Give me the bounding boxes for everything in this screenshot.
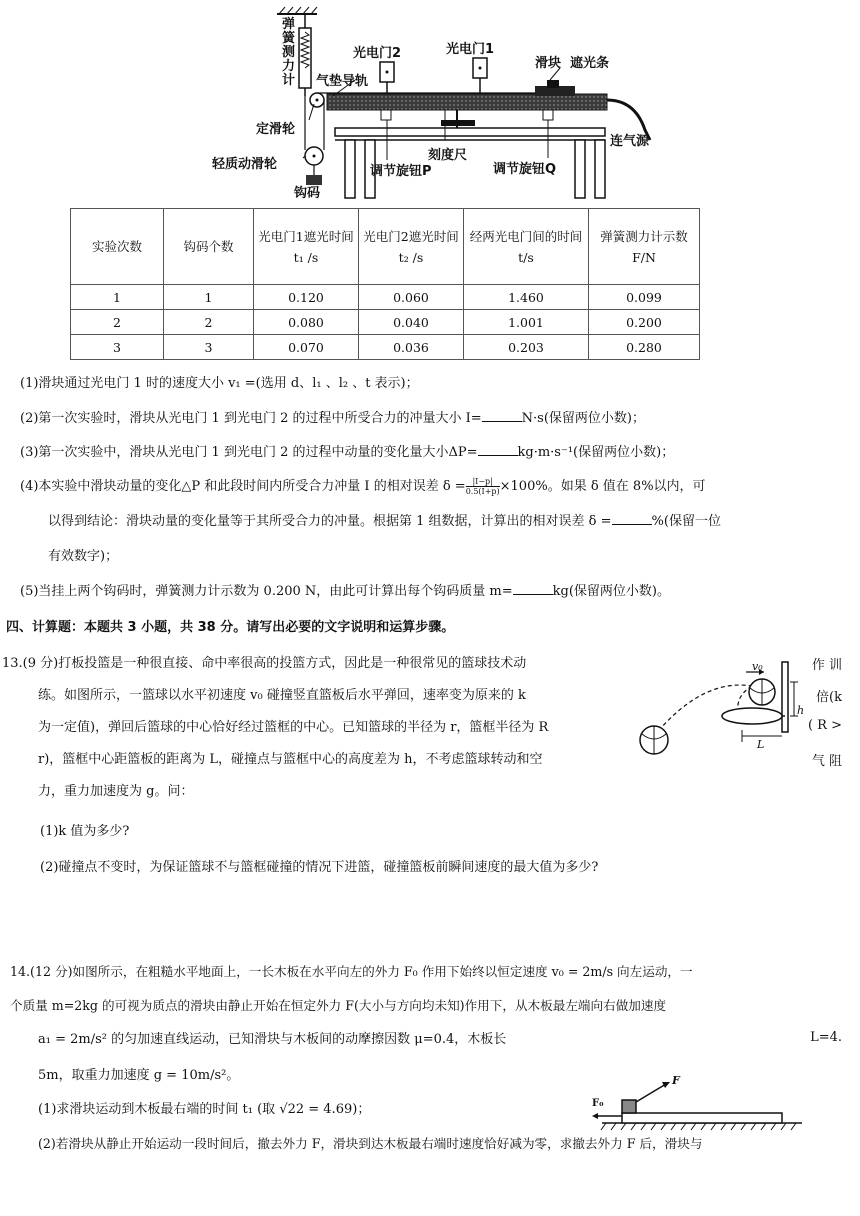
table-cell: 0.070 [254,335,359,360]
table-cell: 0.060 [359,285,464,310]
gate2-label: 光电门2 [353,46,402,61]
table-cell: 1.001 [464,310,589,335]
fig-label-F0: F₀ [592,1098,604,1109]
q12-part2 [20,409,846,429]
answer-blank[interactable] [482,409,522,422]
q12-part5-text: (5)当挂上两个钩码时，弹簧测力计示数为 0.200 N，由此可计算出每个钩码质量 m= [20,584,513,599]
basketball-hoop-diagram [632,658,805,768]
table-cell: 3 [164,335,254,360]
q14-line4: 5m，取重力加速度 g = 10m/s²。 [38,1068,240,1083]
q14-sub1: (1)求滑块运动到木板最右端的时间 t₁ (取 √22 = 4.69)； [38,1102,371,1117]
air-source-label: 连气源 [610,134,650,149]
table-cell: 0.099 [589,285,700,310]
q13-line2: 练。如图所示，一篮球以水平初速度 v₀ 碰撞竖直篮板后水平弹回，速率变为原来的 k [38,688,526,703]
q12-part4 [20,477,846,497]
table-cell: 1 [164,285,254,310]
weights-label: 钩码 [294,186,321,201]
table-cell: 2 [71,310,164,335]
table-cell: 2 [164,310,254,335]
q14-line1: 14.(12 分)如图所示，在粗糙水平地面上，一长木板在水平向左的外力 F₀ 作用下始终以恒定速度 v₀ = 2m/s 向左运动，一 [10,964,693,979]
table-header: 弹簧测力计示数F/N [589,209,700,285]
table-cell: 1 [71,285,164,310]
fig-label-F: F [672,1074,680,1087]
fig-label-v0: v₀ [752,660,763,673]
table-row [71,285,700,310]
table-cell: 0.203 [464,335,589,360]
q12-part1: (1)滑块通过光电门 1 时的速度大小 v₁ =(选用 d、l₁ 、l₂ 、t 表示)； [20,376,419,391]
q13-line1: 13.(9 分)打板投篮是一种很直接、命中率很高的投篮方式，因此是一种很常见的篮球技术动 [2,656,527,671]
q14-sub2: (2)若滑块从静止开始运动一段时间后，撤去外力 F，滑块到达木板最右端时速度恰好减为零，求撤去外力 F 后，滑块与 [38,1136,703,1151]
shade-label: 遮光条 [570,56,610,71]
fraction-denominator: 0.5(I+p) [465,487,500,496]
table-cell: 0.200 [589,310,700,335]
knob-q-label: 调节旋钮Q [493,162,557,177]
air-track-apparatus-diagram [205,0,665,205]
q13-right-text4: 气 阻 [811,754,842,769]
q13-line4: r)，篮框中心距篮板的距离为 L，碰撞点与篮框中心的高度差为 h，不考虑篮球转动和空 [38,752,543,767]
q14-line2: 个质量 m=2kg 的可视为质点的滑块由静止开始在恒定外力 F(大小与方向均未知)作用下，从木板最左端向右做加速度 [10,998,667,1013]
table-header: 经两光电门间的时间t/s [464,209,589,285]
q13-line5: 力，重力加速度为 g。问： [38,784,194,799]
slider-label: 滑块 [535,56,562,71]
gate1-label: 光电门1 [446,42,495,57]
table-cell: 0.036 [359,335,464,360]
table-cell: 0.280 [589,335,700,360]
q12-part5 [20,582,846,602]
fig-label-h: h [797,704,805,717]
q12-part4-text2: 以得到结论：滑块动量的变化量等于其所受合力的冲量。根据第 1 组数据，计算出的相对误差 δ = [48,514,612,529]
table-cell: 0.080 [254,310,359,335]
q13-sub2: (2)碰撞点不变时，为保证篮球不与篮框碰撞的情况下进篮，碰撞篮板前瞬间速度的最大值为多少? [40,860,599,875]
table-row [71,335,700,360]
table-header: 实验次数 [71,209,164,285]
answer-blank[interactable] [612,512,652,525]
q14-line3: a₁ = 2m/s² 的匀加速直线运动，已知滑块与木板间的动摩擦因数 μ=0.4，木板长 [38,1032,507,1047]
q13-sub1: (1)k 值为多少? [40,824,130,839]
q12-part3-text: (3)第一次实验中，滑块从光电门 1 到光电门 2 的过程中动量的变化量大小ΔP= [20,445,478,460]
q13-right-text3: ( R > [807,718,842,733]
answer-blank[interactable] [513,582,553,595]
fraction-numerator: |I−p| [466,477,500,487]
table-header: 光电门1遮光时间t₁ /s [254,209,359,285]
q12-part4-text3: %(保留一位 [651,514,721,529]
q12-part4-line2 [48,512,846,532]
table-header: 光电门2遮光时间t₂ /s [359,209,464,285]
knob-p-label: 调节旋钮P [370,164,432,179]
q14-line3-right: L=4. [810,1030,842,1045]
relative-error-fraction [466,477,500,496]
q12-part5-unit: kg(保留两位小数)。 [552,584,670,599]
q12-part3 [20,443,846,463]
q13-right-text2: 倍(k [816,690,842,705]
answer-blank[interactable] [478,443,518,456]
q12-part4-text-cont: ×100%。如果 δ 值在 8%以内，可 [499,479,706,494]
table-cell: 1.460 [464,285,589,310]
air-track-label: 气垫导轨 [316,74,369,89]
table-cell: 3 [71,335,164,360]
q13-line3: 为一定值)，弹回后篮球的中心恰好经过篮框的中心。已知篮球的半径为 r，篮框半径为 R [38,720,549,735]
q12-part2-unit: N·s(保留两位小数)； [521,411,645,426]
table-row [71,310,700,335]
q12-part4-text: (4)本实验中滑块动量的变化△P 和此段时间内所受合力冲量 I 的相对误差 δ = [20,479,466,494]
table-header-row [71,209,700,285]
section-heading: 四、计算题：本题共 3 小题，共 38 分。请写出必要的文字说明和运算步骤。 [6,620,455,635]
q12-part3-unit: kg·m·s⁻¹(保留两位小数)； [517,445,675,460]
moving-pulley-label: 轻质动滑轮 [212,157,278,172]
table-header: 钩码个数 [164,209,254,285]
fixed-pulley-label: 定滑轮 [256,122,296,137]
q12-part4-line3: 有效数字)； [48,549,119,564]
plank-slider-diagram [582,1068,812,1132]
table-cell: 0.120 [254,285,359,310]
q12-part2-text: (2)第一次实验时，滑块从光电门 1 到光电门 2 的过程中所受合力的冲量大小 I= [20,411,482,426]
table-cell: 0.040 [359,310,464,335]
ruler-label: 刻度尺 [428,148,468,163]
experiment-data-table [70,208,700,360]
q13-right-text1: 作 训 [811,658,842,673]
fig-label-L: L [757,738,765,751]
spring-scale-label: 弹簧测力计 [282,17,296,88]
